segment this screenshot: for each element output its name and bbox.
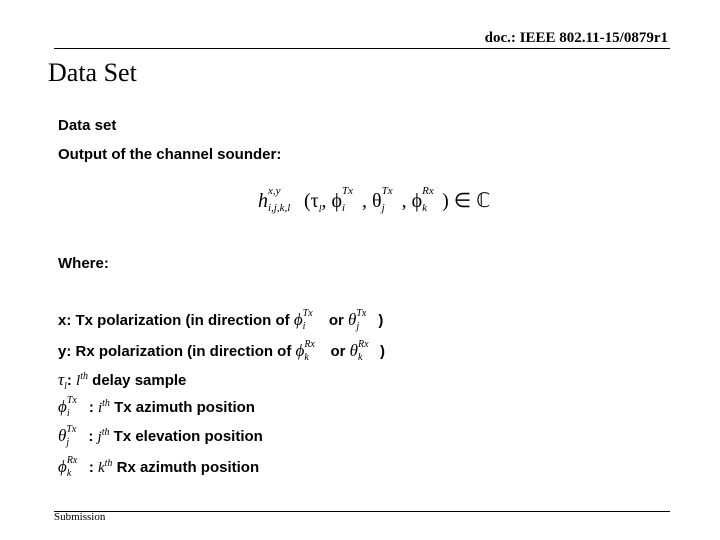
def-theta-tx-sym: θ	[58, 426, 67, 445]
def-y-phi-sup: Rx	[304, 339, 315, 351]
def-y-polarization	[58, 341, 385, 363]
def-x-theta-sub: j	[356, 321, 360, 333]
eq-phi2-sub: k	[422, 202, 428, 215]
def-x-close: )	[378, 312, 384, 329]
def-y-or: or	[326, 343, 350, 360]
eq-phi2: , ϕ	[401, 190, 423, 212]
def-tau-colon: :	[66, 372, 72, 389]
output-label: Output of the channel sounder:	[58, 146, 282, 163]
footer-divider	[54, 511, 670, 512]
def-phi-rx	[58, 457, 259, 479]
eq-phi-sub: i	[342, 202, 346, 215]
def-phi-rx-colon: :	[88, 459, 94, 476]
def-phi-tx-desc: Tx azimuth position	[109, 399, 255, 416]
def-theta-tx-th: th	[101, 427, 110, 438]
eq-sup: x,y	[268, 185, 281, 198]
def-phi-tx-colon: :	[88, 399, 94, 416]
header-divider	[54, 48, 670, 49]
footer-submission: Submission	[54, 511, 106, 523]
eq-phi2-sup: Rx	[422, 185, 434, 198]
channel-equation	[258, 185, 491, 215]
eq-open-tau: (τ	[304, 190, 319, 212]
def-phi-tx-sup: Tx	[66, 395, 77, 407]
def-theta-tx-desc: Tx elevation position	[109, 428, 263, 445]
def-tau-sym: τ	[58, 370, 65, 389]
def-phi-tx-sym: ϕ	[58, 397, 67, 416]
where-label: Where:	[58, 255, 109, 272]
eq-theta-sub: j	[381, 202, 385, 215]
def-y-theta-sup: Rx	[358, 339, 369, 351]
def-tau-index: l	[76, 373, 81, 389]
eq-theta: , θ	[362, 190, 382, 212]
eq-phi: , ϕ	[321, 190, 343, 212]
heading-data-set: Data set	[58, 117, 117, 134]
def-phi-rx-desc: Rx azimuth position	[112, 459, 260, 476]
def-x-text: x: Tx polarization (in direction of	[58, 312, 294, 329]
eq-phi2-scripts	[422, 185, 442, 215]
def-phi-rx-scripts	[67, 457, 89, 479]
def-y-theta: θ	[349, 341, 359, 360]
def-theta-tx-sub: j	[66, 437, 70, 449]
def-x-phi-sub: i	[302, 321, 306, 333]
def-y-theta-sub: k	[358, 352, 363, 364]
def-x-phi: ϕ	[293, 310, 303, 329]
slide-title: Data Set	[48, 58, 137, 87]
def-x-phi-scripts	[303, 310, 325, 332]
def-theta-tx-colon: :	[88, 428, 94, 445]
def-y-phi-scripts	[304, 341, 326, 363]
def-tau	[58, 370, 186, 390]
def-phi-tx-th: th	[102, 398, 110, 409]
def-y-phi-sub: k	[304, 352, 309, 364]
def-y-phi: ϕ	[295, 341, 305, 360]
def-x-theta: θ	[348, 310, 357, 329]
def-y-theta-scripts	[358, 341, 380, 363]
def-phi-rx-sub: k	[66, 468, 72, 480]
def-tau-desc: delay sample	[88, 372, 187, 389]
def-phi-rx-th: th	[104, 458, 113, 469]
def-phi-tx-sub: i	[66, 408, 70, 420]
eq-phi-sup: Tx	[342, 185, 354, 198]
def-phi-tx-scripts	[67, 397, 89, 419]
def-y-close: )	[380, 343, 386, 360]
def-x-theta-sup: Tx	[356, 308, 367, 320]
eq-theta-sup: Tx	[381, 185, 393, 198]
eq-tail: ) ∈ ℂ	[442, 190, 491, 212]
def-x-or: or	[324, 312, 348, 329]
eq-sub: i,j,k,l	[268, 202, 291, 215]
def-x-phi-sup: Tx	[302, 308, 313, 320]
def-x-polarization	[58, 310, 383, 332]
def-y-text: y: Rx polarization (in direction of	[58, 343, 296, 360]
def-x-theta-scripts	[356, 310, 378, 332]
eq-scripts	[268, 185, 304, 215]
eq-theta-scripts	[381, 185, 402, 215]
eq-phi-scripts	[342, 185, 362, 215]
def-theta-tx-index: j	[97, 429, 102, 445]
document-id: doc.: IEEE 802.11-15/0879r1	[484, 30, 668, 46]
def-phi-tx	[58, 397, 255, 419]
eq-base: h	[258, 190, 268, 212]
eq-tau-sub: l	[318, 204, 322, 215]
def-tau-sub: l	[64, 381, 67, 392]
def-phi-rx-sym: ϕ	[58, 457, 67, 476]
def-theta-tx-scripts	[66, 426, 88, 448]
def-phi-rx-sup: Rx	[66, 455, 78, 467]
def-theta-tx-sup: Tx	[66, 424, 77, 436]
def-tau-th: th	[80, 371, 88, 382]
def-theta-tx	[58, 426, 263, 448]
def-phi-rx-index: k	[97, 460, 105, 476]
def-phi-tx-index: i	[97, 400, 103, 416]
